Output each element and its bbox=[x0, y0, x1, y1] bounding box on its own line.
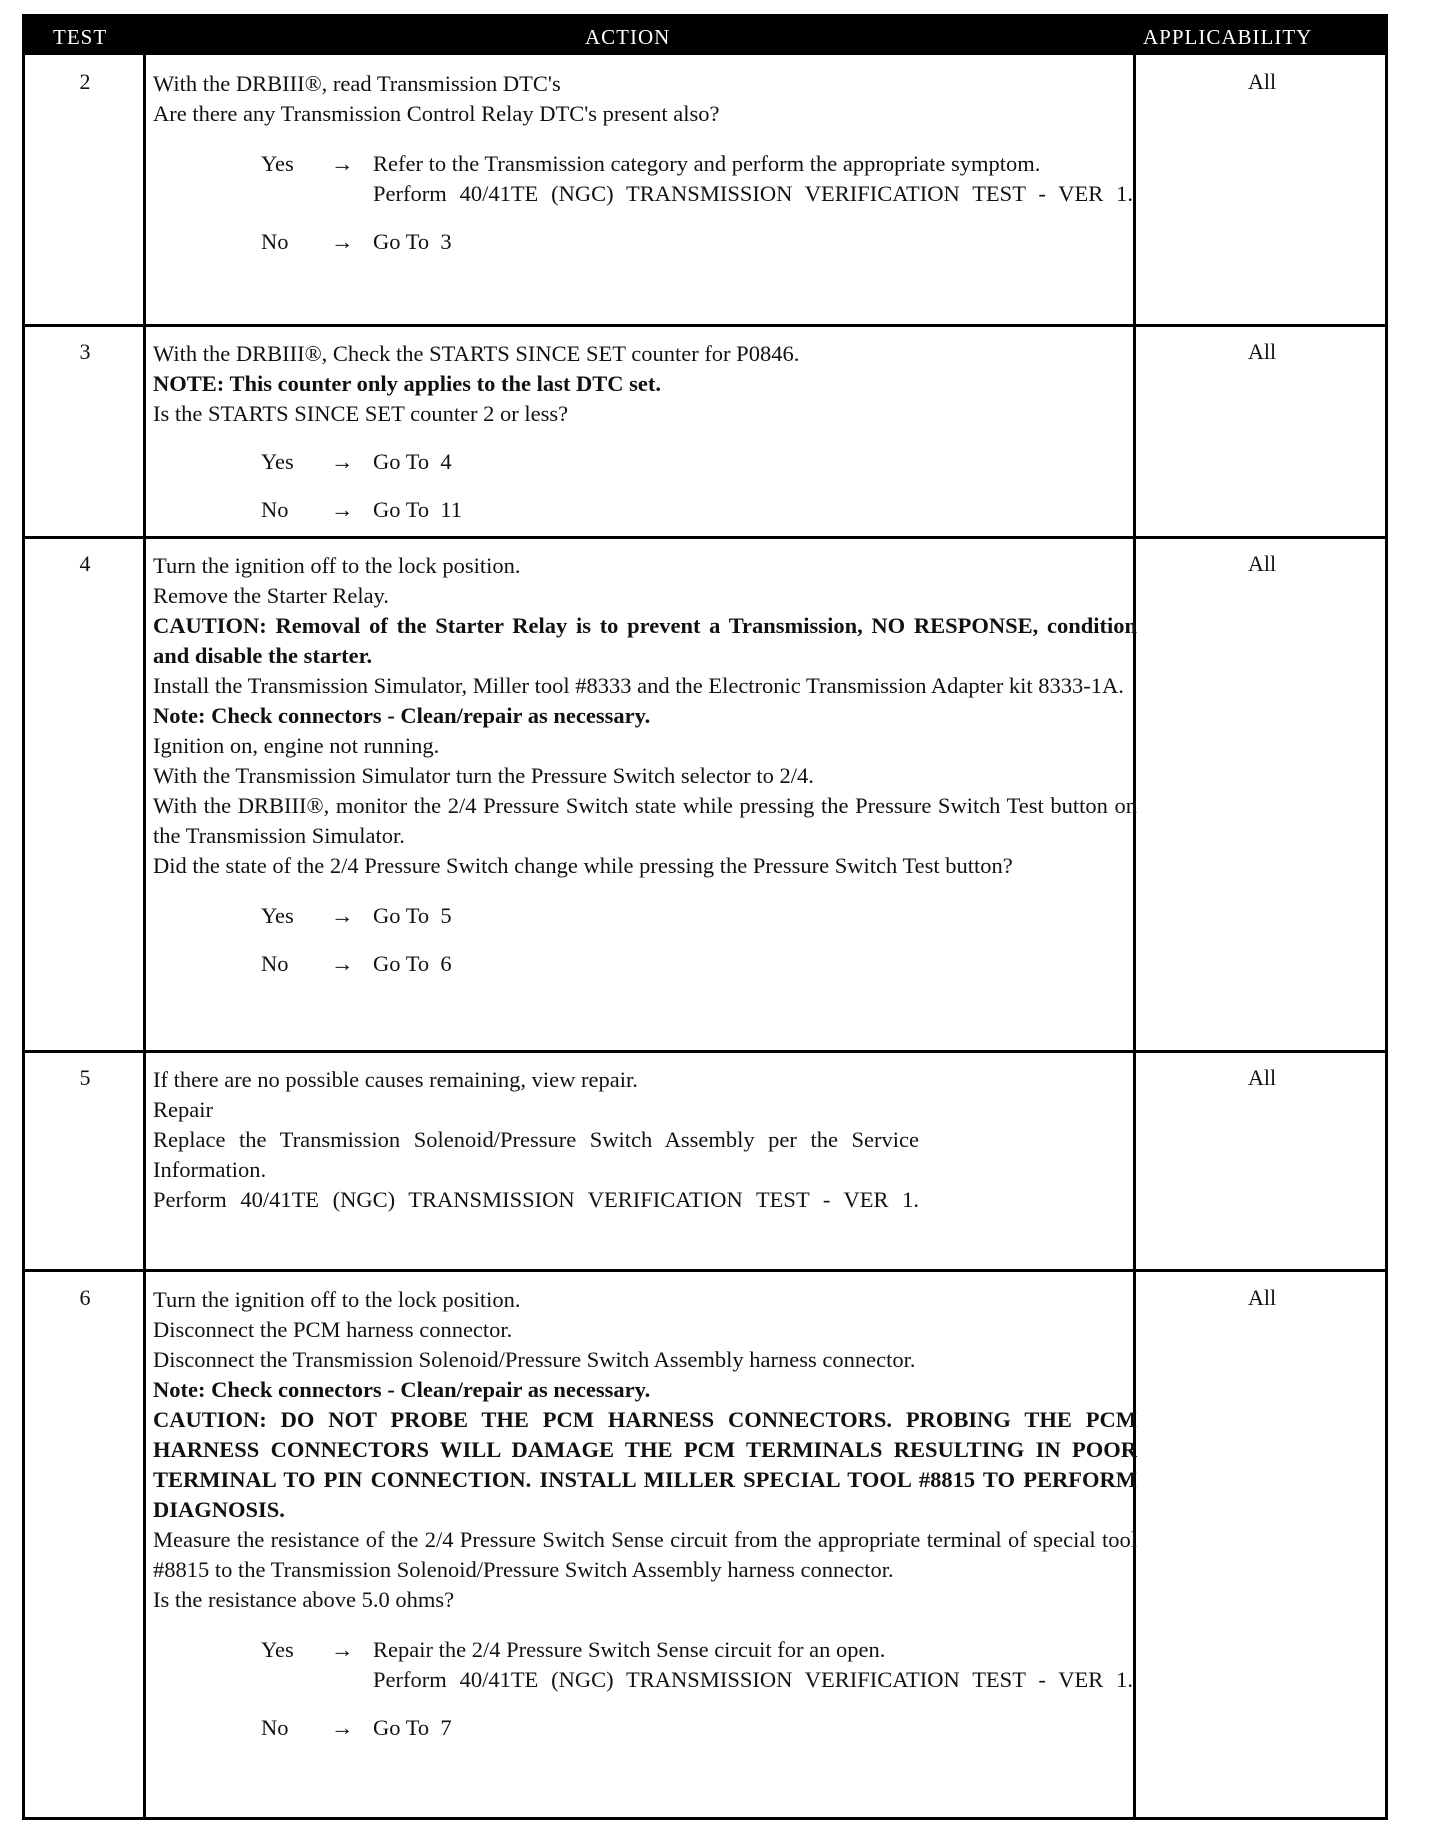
header-applicability: APPLICABILITY bbox=[1143, 25, 1313, 49]
action-cell bbox=[153, 1285, 1137, 1743]
applicability-value: All bbox=[1247, 1285, 1277, 1310]
option-text: Refer to the Transmission category and perform the appropriate symptom. bbox=[373, 151, 1041, 176]
arrow-icon: → bbox=[331, 951, 354, 976]
option-no bbox=[153, 1713, 1137, 1743]
option-text: Repair the 2/4 Pressure Switch Sense circuit for an open. bbox=[373, 1637, 886, 1662]
test-number: 2 bbox=[79, 69, 91, 94]
option-no bbox=[153, 949, 1137, 979]
repair-label: Repair bbox=[153, 1097, 213, 1122]
applicability-value: All bbox=[1247, 551, 1277, 576]
option-label: Yes bbox=[261, 903, 294, 928]
action-cell bbox=[153, 551, 1137, 979]
applicability-value: All bbox=[1247, 1065, 1277, 1090]
option-yes bbox=[153, 901, 1137, 931]
header-action: ACTION bbox=[585, 25, 671, 49]
option-text: Perform 40/41TE (NGC) TRANSMISSION VERIFICATION TEST - VER 1. bbox=[373, 1667, 1133, 1692]
arrow-icon: → bbox=[331, 229, 354, 254]
option-yes bbox=[153, 447, 1137, 477]
applicability-value: All bbox=[1247, 339, 1277, 364]
option-label: No bbox=[261, 497, 289, 522]
arrow-icon: → bbox=[331, 449, 354, 474]
arrow-icon: → bbox=[331, 497, 354, 522]
arrow-icon: → bbox=[331, 903, 354, 928]
option-yes bbox=[153, 149, 1137, 209]
action-cell bbox=[153, 339, 1137, 525]
action-line: Did the state of the 2/4 Pressure Switch change while pressing the Pressure Switch Test button? bbox=[153, 853, 1013, 878]
action-caution: CAUTION: Removal of the Starter Relay is to prevent a Transmission, NO RESPONSE, condition and disable the starter. bbox=[153, 613, 1137, 668]
action-caution: CAUTION: DO NOT PROBE THE PCM HARNESS CONNECTORS. PROBING THE PCM HARNESS CONNECTORS WILL DAMAGE THE PCM TERMINALS RESULTING IN POOR TERMINAL TO PIN CONNECTION. INSTALL MILLER SPECIAL TOOL #8815 TO PERFORM DIAGNOSIS. bbox=[153, 1407, 1137, 1522]
option-text: Go To 5 bbox=[373, 903, 452, 928]
action-line: Disconnect the Transmission Solenoid/Pressure Switch Assembly harness connector. bbox=[153, 1347, 916, 1372]
action-note: Note: Check connectors - Clean/repair as necessary. bbox=[153, 703, 651, 728]
action-line: Install the Transmission Simulator, Miller tool #8333 and the Electronic Transmission Adapter kit 8333-1A. bbox=[153, 673, 1124, 698]
test-number: 5 bbox=[79, 1065, 91, 1090]
arrow-icon: → bbox=[331, 1715, 354, 1740]
diagnostic-table bbox=[22, 14, 1388, 1820]
action-cell bbox=[153, 1065, 1137, 1215]
action-note: Note: Check connectors - Clean/repair as necessary. bbox=[153, 1377, 651, 1402]
arrow-icon: → bbox=[331, 1637, 354, 1662]
action-line: If there are no possible causes remaining, view repair. bbox=[153, 1067, 638, 1092]
option-label: No bbox=[261, 229, 289, 254]
option-yes bbox=[153, 1635, 1137, 1695]
option-text: Perform 40/41TE (NGC) TRANSMISSION VERIFICATION TEST - VER 1. bbox=[373, 181, 1133, 206]
row-divider bbox=[25, 1050, 1385, 1053]
test-number: 4 bbox=[79, 551, 91, 576]
action-line: Turn the ignition off to the lock position. bbox=[153, 1287, 521, 1312]
action-line: Ignition on, engine not running. bbox=[153, 733, 440, 758]
action-line: Disconnect the PCM harness connector. bbox=[153, 1317, 513, 1342]
repair-text: Perform 40/41TE (NGC) TRANSMISSION VERIFICATION TEST - VER 1. bbox=[153, 1187, 919, 1212]
action-line: Are there any Transmission Control Relay DTC's present also? bbox=[153, 101, 720, 126]
option-text: Go To 4 bbox=[373, 449, 452, 474]
option-text: Go To 11 bbox=[373, 497, 463, 522]
action-line: Turn the ignition off to the lock position. bbox=[153, 553, 521, 578]
option-label: Yes bbox=[261, 449, 294, 474]
header-test: TEST bbox=[53, 25, 108, 49]
test-number: 6 bbox=[79, 1285, 91, 1310]
option-label: Yes bbox=[261, 1637, 294, 1662]
row-divider bbox=[25, 1269, 1385, 1272]
option-label: No bbox=[261, 1715, 289, 1740]
option-label: No bbox=[261, 951, 289, 976]
column-divider-test bbox=[143, 55, 146, 1817]
action-line: With the Transmission Simulator turn the Pressure Switch selector to 2/4. bbox=[153, 763, 814, 788]
option-text: Go To 7 bbox=[373, 1715, 452, 1740]
option-label: Yes bbox=[261, 151, 294, 176]
row-divider bbox=[25, 536, 1385, 539]
applicability-value: All bbox=[1247, 69, 1277, 94]
action-note: NOTE: This counter only applies to the last DTC set. bbox=[153, 371, 661, 396]
repair-text: Replace the Transmission Solenoid/Pressure Switch Assembly per the Service Information. bbox=[153, 1127, 919, 1182]
action-line: With the DRBIII®, Check the STARTS SINCE SET counter for P0846. bbox=[153, 341, 800, 366]
option-no bbox=[153, 495, 1137, 525]
row-divider bbox=[25, 324, 1385, 327]
action-line: With the DRBIII®, monitor the 2/4 Pressure Switch state while pressing the Pressure Switch Test button on the Transmission Simulator. bbox=[153, 793, 1137, 848]
table-header bbox=[25, 17, 1385, 55]
option-text: Go To 6 bbox=[373, 951, 452, 976]
test-number: 3 bbox=[79, 339, 91, 364]
action-line: Is the STARTS SINCE SET counter 2 or less? bbox=[153, 401, 569, 426]
action-line: Measure the resistance of the 2/4 Pressure Switch Sense circuit from the appropriate terminal of special tool #8815 to the Transmission Solenoid/Pressure Switch Assembly harness connector. bbox=[153, 1527, 1137, 1582]
arrow-icon: → bbox=[331, 151, 354, 176]
action-line: With the DRBIII®, read Transmission DTC's bbox=[153, 71, 561, 96]
action-line: Remove the Starter Relay. bbox=[153, 583, 389, 608]
action-line: Is the resistance above 5.0 ohms? bbox=[153, 1587, 455, 1612]
option-text: Go To 3 bbox=[373, 229, 452, 254]
action-cell bbox=[153, 69, 1137, 257]
option-no bbox=[153, 227, 1137, 257]
